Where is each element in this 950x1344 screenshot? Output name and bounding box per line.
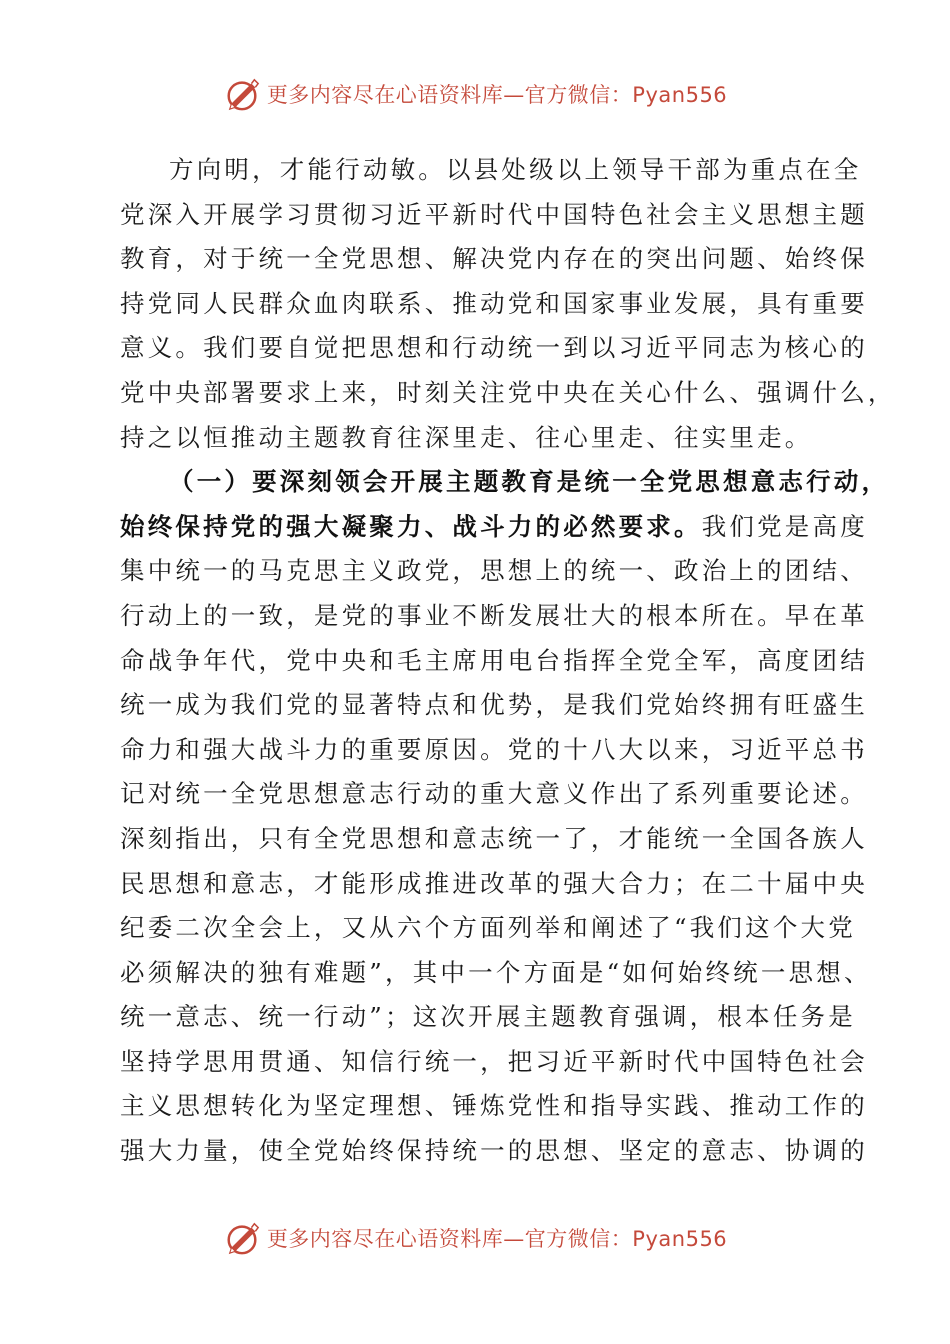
paragraph-line: 持党同人民群众血肉联系、推动党和国家事业发展，具有重要 [120,288,868,318]
paragraph-line: 行动上的一致，是党的事业不断发展壮大的根本所在。早在革 [120,600,868,630]
paragraph-line: 党中央部署要求上来，时刻关注党中央在关心什么、强调什么， [120,377,896,407]
paragraph-line: 命力和强大战斗力的重要原因。党的十八大以来，习近平总书 [120,734,868,764]
section-heading-tail: 始终保持党的强大凝聚力、战斗力的必然要求。 [120,511,702,541]
pen-circle-logo-icon [223,75,261,113]
header-banner [0,70,950,118]
paragraph-line: 坚持学思用贯通、知信行统一，把习近平新时代中国特色社会 [120,1046,868,1076]
paragraph-text: 我们党是高度 [701,511,868,541]
paragraph-line: 深刻指出，只有全党思想和意志统一了，才能统一全国各族人 [120,823,868,853]
paragraph-line: 统一意志、统一行动”；这次开展主题教育强调，根本任务是 [120,1002,856,1032]
section-heading: （一）要深刻领会开展主题教育是统一全党思想意志行动， [169,467,890,497]
paragraph-line: 方向明，才能行动敏。以县处级以上领导干部为重点在全 [169,155,862,184]
section-heading-continued [120,505,868,550]
paragraph-line: 命战争年代，党中央和毛主席用电台指挥全党全军，高度团结 [120,645,868,675]
paragraph-line: 必须解决的独有难题”，其中一个方面是“如何始终统一思想、 [120,957,872,987]
footer-banner-text: 更多内容尽在心语资料库—官方微信：Pyan556 [266,1227,728,1251]
paragraph-line: 主义思想转化为坚定理想、锤炼党性和指导实践、推动工作的 [120,1091,868,1121]
paragraph-line: 统一成为我们党的显著特点和优势，是我们党始终拥有旺盛生 [120,690,868,720]
document-body [120,148,896,1174]
paragraph-line: 民思想和意志，才能形成推进改革的强大合力；在二十届中央 [120,868,868,898]
paragraph-line: 党深入开展学习贯彻习近平新时代中国特色社会主义思想主题 [120,199,868,229]
paragraph-line: 强大力量，使全党始终保持统一的思想、坚定的意志、协调的 [120,1136,868,1166]
paragraph-line: 教育，对于统一全党思想、解决党内存在的突出问题、始终保 [120,244,868,274]
paragraph-line: 意义。我们要自觉把思想和行动统一到以习近平同志为核心的 [120,333,868,363]
paragraph-line: 持之以恒推动主题教育往深里走、往心里走、往实里走。 [120,422,813,452]
header-banner-text: 更多内容尽在心语资料库—官方微信：Pyan556 [266,83,728,107]
paragraph-line: 记对统一全党思想意志行动的重大意义作出了系列重要论述。 [120,779,868,809]
footer-banner [0,1214,950,1262]
pen-circle-logo-icon [223,1219,261,1257]
paragraph-line: 集中统一的马克思主义政党，思想上的统一、政治上的团结、 [120,556,868,586]
paragraph-line: 纪委二次全会上，又从六个方面列举和阐述了“我们这个大党 [120,913,856,943]
